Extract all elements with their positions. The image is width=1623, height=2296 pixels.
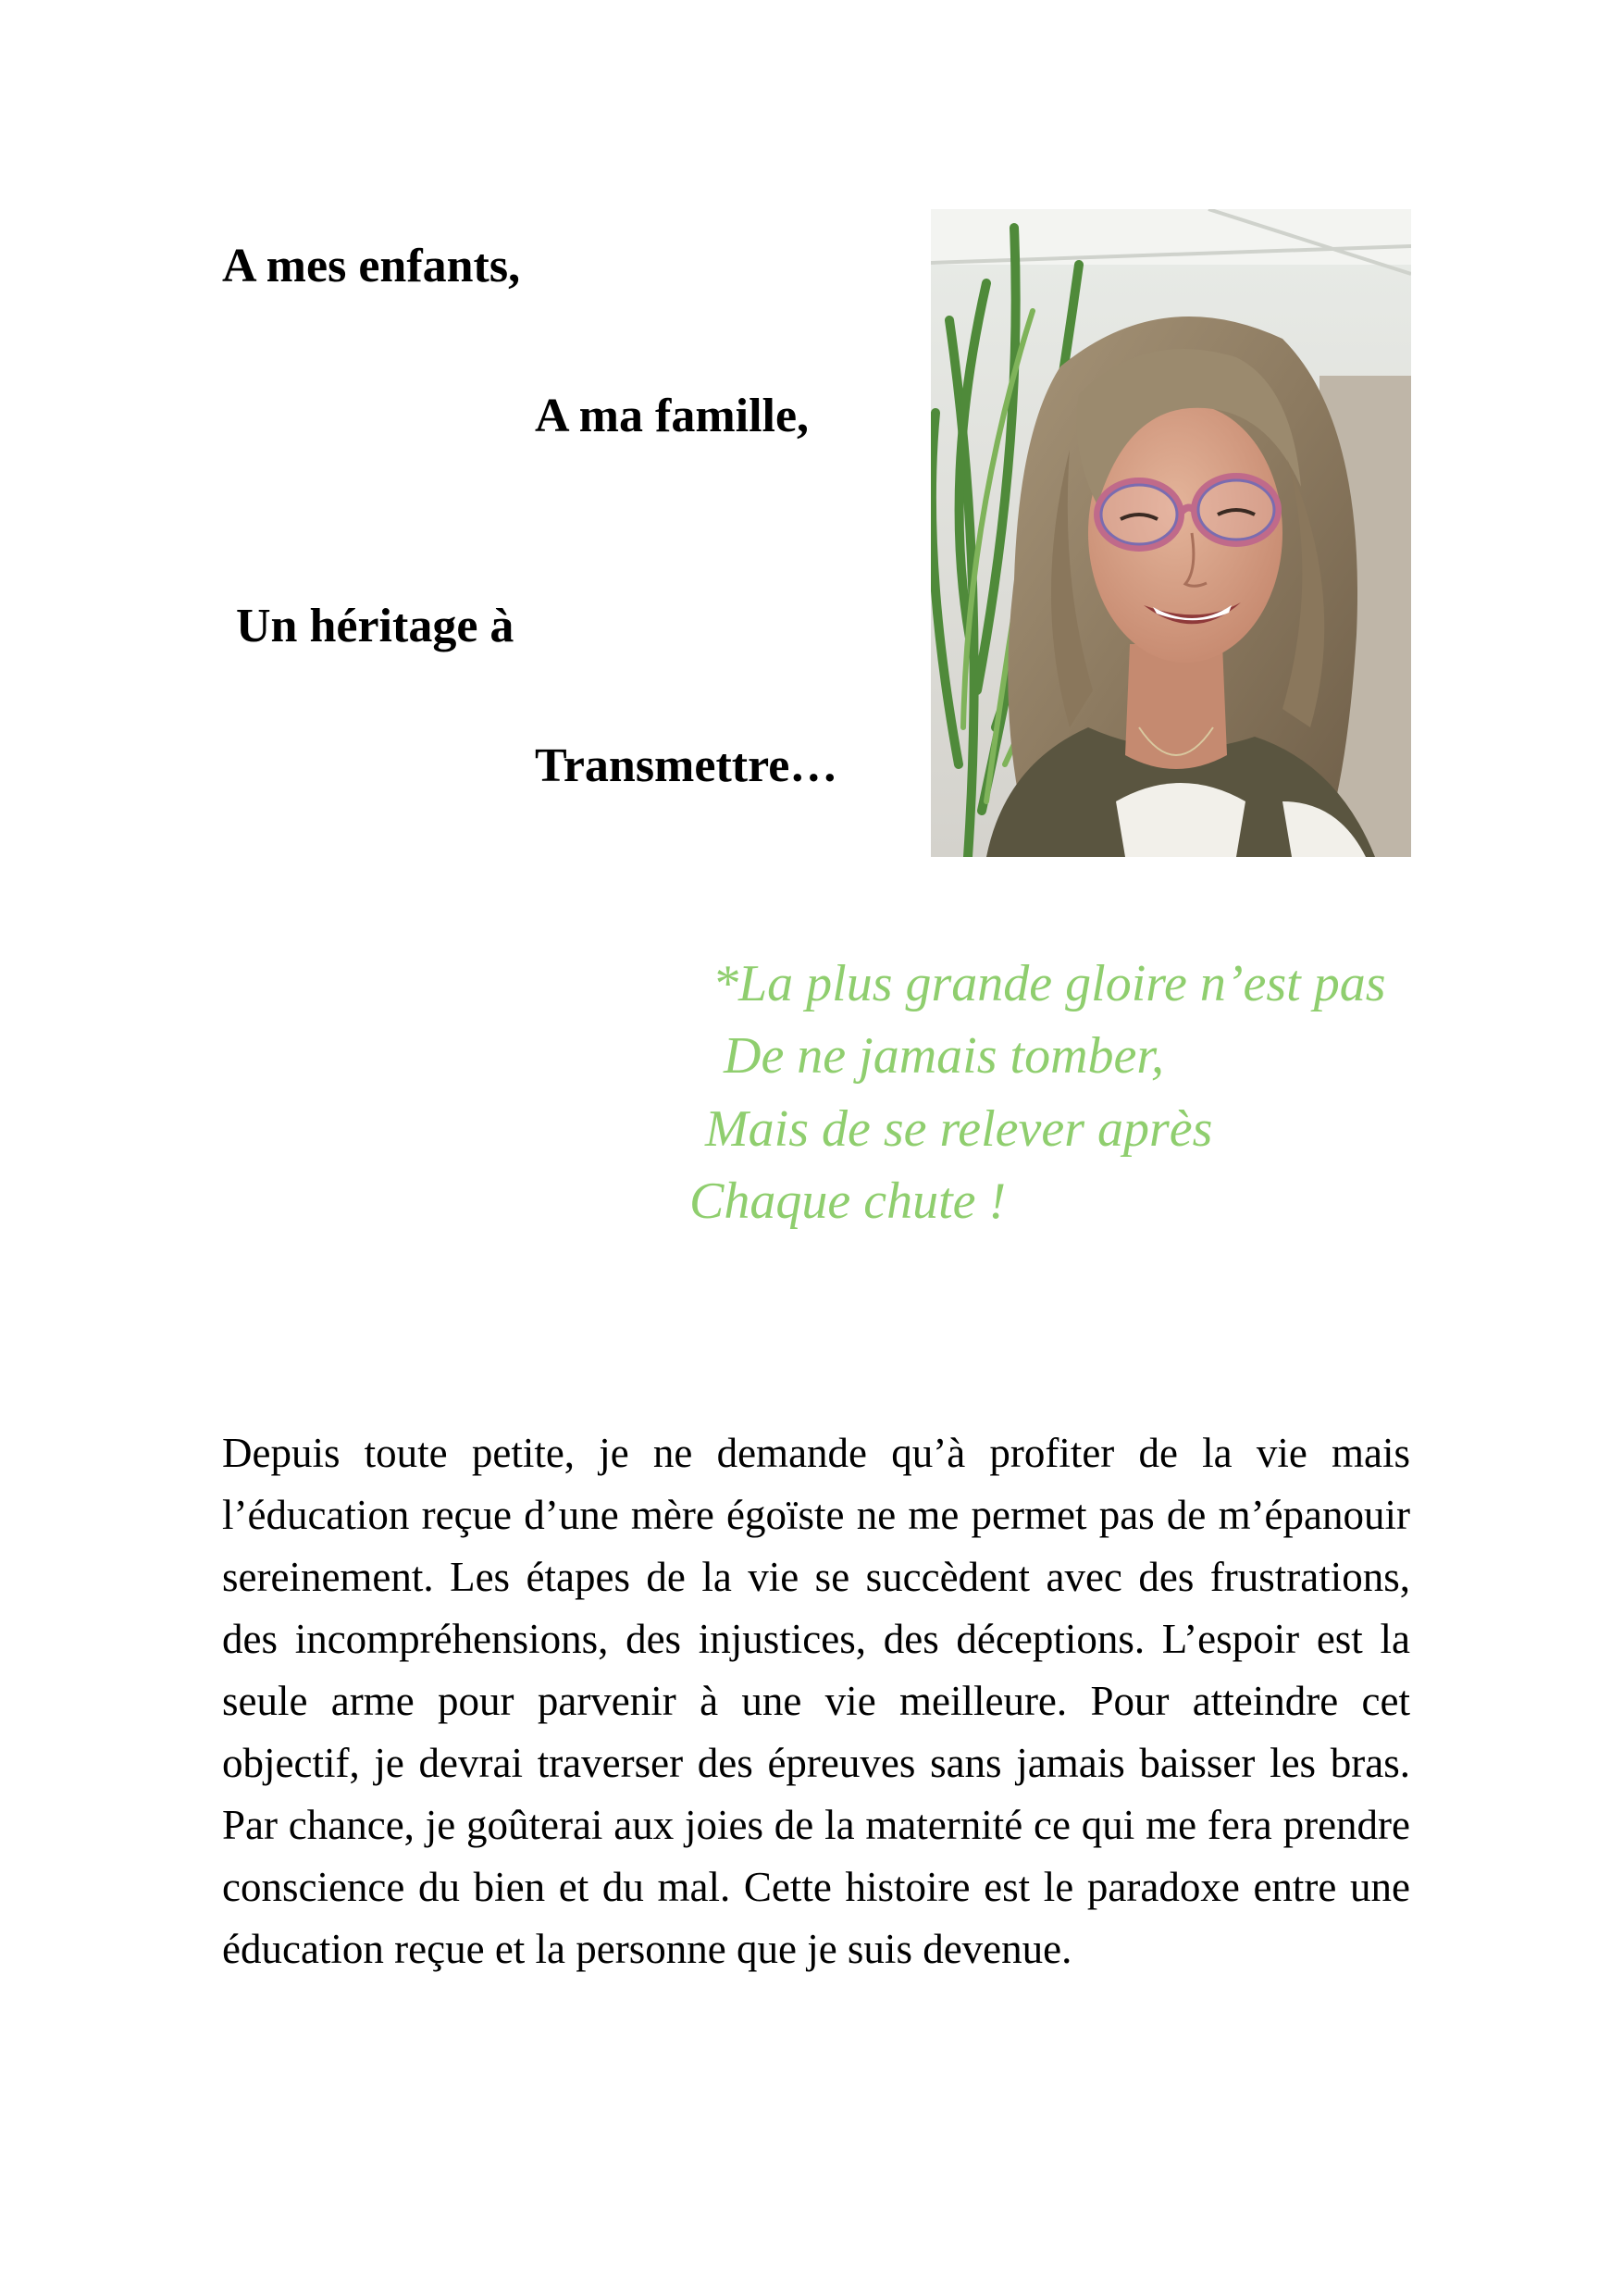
- quote-line-4: Chaque chute !: [689, 1173, 1007, 1230]
- quote-line-3: Mais de se relever après: [705, 1100, 1213, 1158]
- dedication-line-family: A ma famille,: [535, 390, 810, 442]
- dedication-line-heritage: Un héritage à: [236, 600, 514, 652]
- dedication-line-children: A mes enfants,: [222, 240, 521, 292]
- dedication-line-transmit: Transmettre…: [535, 739, 838, 792]
- summary-paragraph: Depuis toute petite, je ne demande qu’à profiter de la vie mais l’éducation reçue d’une mère égoïste ne me permet pas de m’épanouir sereinement. Les étapes de la vie se succèdent avec des frustrations, des incompréhensions, des injustices, des déceptions. L’espoir est la seule arme pour parvenir à une vie meilleure. Pour atteindre cet objectif, je devrai traverser des épreuves sans jamais baisser les bras. Par chance, je goûterai aux joies de la maternité ce qui me fera prendre conscience du bien et du mal. Cette histoire est le paradoxe entre une éducation reçue et la personne que je suis devenue.: [222, 1430, 1410, 1972]
- quote-line-2: De ne jamais tomber,: [724, 1027, 1164, 1085]
- author-portrait-photo: [931, 209, 1411, 857]
- quote-line-1: *La plus grande gloire n’est pas: [712, 955, 1386, 1012]
